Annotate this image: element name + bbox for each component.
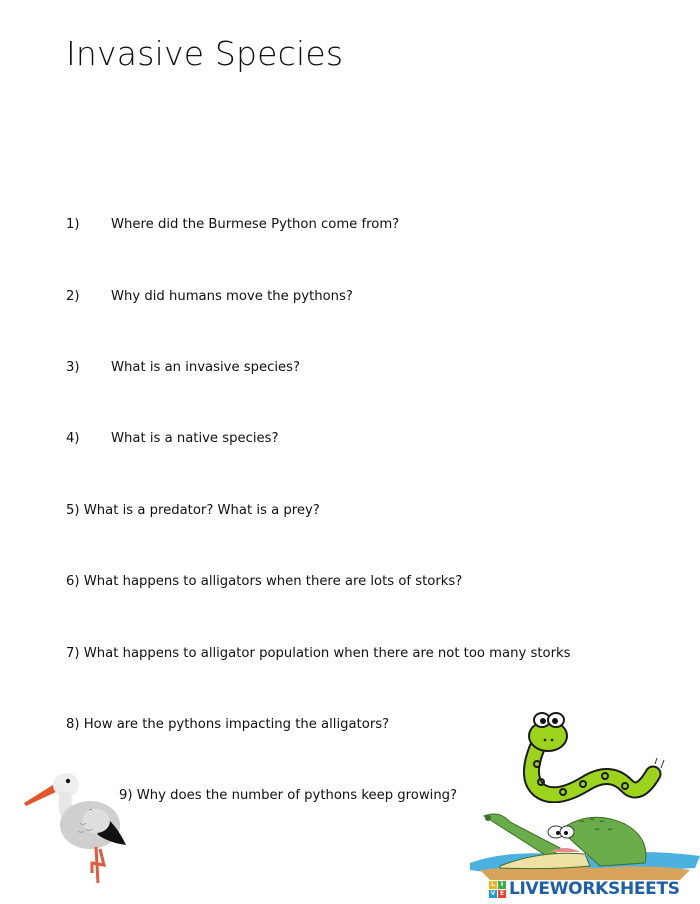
question-3 — [66, 360, 300, 375]
question-text: Where did the Burmese Python come from? — [111, 217, 400, 232]
question-number: 1) — [66, 217, 80, 232]
question-number: 3) — [66, 360, 80, 375]
question-9 — [119, 788, 457, 803]
alligator-icon — [470, 808, 700, 880]
worksheet-title: Invasive Species — [66, 34, 344, 73]
logo-mark — [489, 881, 506, 898]
stork-icon — [20, 765, 130, 885]
question-number: 5) — [66, 503, 80, 518]
question-text: What is a native species? — [111, 431, 279, 446]
question-4 — [66, 431, 278, 446]
question-text: Why did humans move the pythons? — [111, 289, 353, 304]
question-number: 6) — [66, 574, 80, 589]
question-7 — [66, 646, 571, 661]
question-number: 8) — [66, 717, 80, 732]
question-1 — [66, 217, 399, 232]
question-text: What happens to alligator population when there are not too many storks — [83, 646, 571, 661]
question-text: What is an invasive species? — [111, 360, 301, 375]
question-number: 2) — [66, 289, 80, 304]
question-8 — [66, 717, 389, 732]
logo-letter-i: I — [498, 881, 506, 889]
question-text: How are the pythons impacting the alligators? — [83, 717, 390, 732]
question-text: What is a predator? What is a prey? — [83, 503, 320, 518]
question-number: 9) — [119, 788, 133, 803]
logo-letter-l: L — [489, 881, 497, 889]
logo-letter-e: E — [499, 889, 505, 897]
question-6 — [66, 574, 462, 589]
logo-text: LIVEWORKSHEETS — [509, 879, 680, 899]
question-number: 7) — [66, 646, 80, 661]
snake-icon — [515, 698, 665, 803]
logo-letter-v: V — [490, 889, 496, 897]
question-number: 4) — [66, 431, 80, 446]
question-text: Why does the number of pythons keep growing? — [136, 788, 458, 803]
liveworksheets-logo[interactable] — [489, 878, 680, 900]
question-text: What happens to alligators when there are lots of storks? — [83, 574, 463, 589]
question-5 — [66, 503, 320, 518]
question-2 — [66, 289, 353, 304]
